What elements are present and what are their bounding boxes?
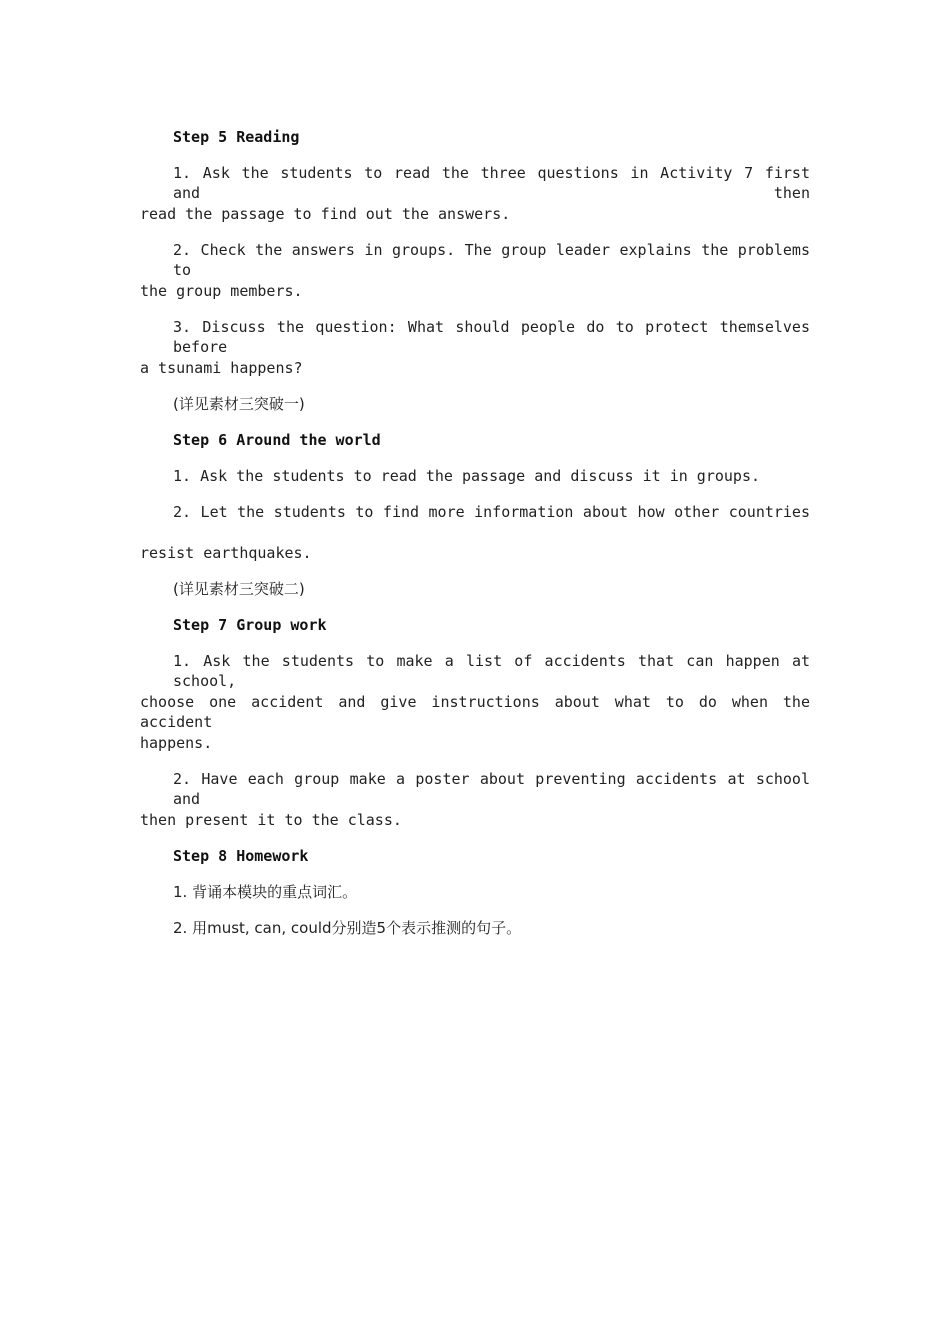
step5-item2-line1: 2. Check the answers in groups. The group leader explains the problems to [173, 241, 810, 279]
step5-heading: Step 5 Reading [173, 128, 300, 146]
step7-item1-line3: happens. [140, 734, 213, 752]
step7-item2-line1: 2. Have each group make a poster about preventing accidents at school and [173, 770, 810, 808]
step5-item1-line1: 1. Ask the students to read the three questions in Activity 7 first and then [173, 164, 810, 202]
step6-item1: 1. Ask the students to read the passage and discuss it in groups. [173, 467, 760, 485]
step5-item3-line2: a tsunami happens? [140, 359, 303, 377]
step8-heading: Step 8 Homework [173, 847, 309, 865]
step5-item1-line2: read the passage to find out the answers. [140, 205, 511, 223]
step5-item2-line2: the group members. [140, 282, 303, 300]
step8-item1: 1. 背诵本模块的重点词汇。 [173, 883, 358, 901]
step6-heading: Step 6 Around the world [173, 431, 381, 449]
step6-note: (详见素材三突破二) [173, 580, 305, 598]
step5-item3-line1: 3. Discuss the question: What should people do to protect themselves before [173, 318, 810, 356]
step6-item2-line1: 2. Let the students to find more information about how other countries [173, 503, 810, 521]
step6-item2-line2: resist earthquakes. [140, 544, 312, 562]
step7-item2-line2: then present it to the class. [140, 811, 402, 829]
step7-item1-line2: choose one accident and give instructions about what to do when the accident [140, 693, 810, 731]
step5-note: (详见素材三突破一) [173, 395, 305, 413]
step8-item2: 2. 用must, can, could分别造5个表示推测的句子。 [173, 919, 522, 937]
step7-heading: Step 7 Group work [173, 616, 327, 634]
step7-item1-line1: 1. Ask the students to make a list of accidents that can happen at school, [173, 652, 810, 690]
